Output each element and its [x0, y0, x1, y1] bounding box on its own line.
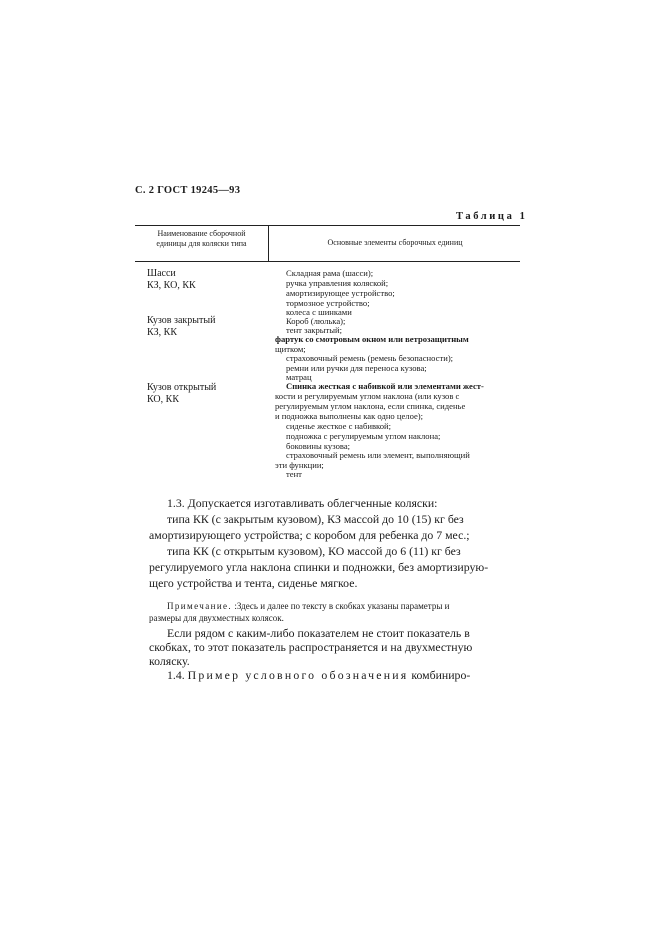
para-1-3-line: амортизирующего устройства; с коробом для ребенка до 7 мес.;: [149, 528, 470, 542]
table-line: регулируемым углом наклона, если спинка, сиденье: [275, 401, 466, 411]
para-if-line: Если рядом с каким-либо показателем не стоит показатель в: [167, 626, 470, 640]
para-1-4-num: 1.4.: [167, 668, 185, 682]
para-1-4-spaced: Пример условного обозначения: [187, 668, 409, 682]
table-line: колеса с шинками: [286, 307, 352, 317]
table-line: тент: [286, 469, 302, 479]
col1-header-line: Наименование сборочной: [157, 229, 246, 238]
table-col2-header: Основные элементы сборочных единиц: [327, 238, 463, 247]
para-1-3-line: регулируемого угла наклона спинки и подножки, без амортизирую-: [149, 560, 489, 574]
table-line: страховочный ремень (ремень безопасности);: [286, 353, 454, 363]
table-line: щитком;: [275, 344, 306, 354]
table-line: подножка с регулируемым углом наклона;: [286, 431, 441, 441]
group-label-closed-body: [147, 315, 215, 339]
note-line-1: [167, 601, 449, 612]
table-line: эти функции;: [275, 460, 324, 470]
page-header: С. 2 ГОСТ 19245—93: [135, 185, 241, 196]
table-line: и подножка выполнены как одно целое);: [275, 411, 424, 421]
table-line: Спинка жесткая с набивкой или элементами жест-: [286, 381, 484, 391]
table-line: Складная рама (шасси);: [286, 268, 374, 278]
table-line: амортизирующее устройство;: [286, 288, 395, 298]
table-line: страховочный ремень или элемент, выполняющий: [286, 450, 470, 460]
group-label-line: Шасси: [147, 268, 176, 279]
para-1-4-line-1: [167, 668, 470, 683]
note-line-2: размеры для двухместных колясок.: [149, 613, 284, 623]
group-label-line: Кузов открытый: [147, 382, 217, 393]
col1-header-line: единицы для коляски типа: [156, 239, 247, 248]
group-label-line: КЗ, КК: [147, 327, 178, 338]
table-line: Короб (люлька);: [286, 316, 346, 326]
table-col1-header: [137, 229, 266, 249]
group-label-chassis: [147, 268, 196, 292]
para-1-3-line: щего устройства и тента, сиденье мягкое.: [149, 576, 358, 590]
table-label: Таблица 1: [456, 211, 528, 222]
group-label-line: КО, КК: [147, 394, 179, 405]
group-label-line: КЗ, КО, КК: [147, 280, 196, 291]
table-top-rule: [135, 225, 520, 226]
para-1-4-tail: комбиниро-: [411, 668, 471, 682]
table-line: матрац: [286, 372, 312, 382]
table-line: кости и регулируемым углом наклона (или кузов с: [275, 391, 460, 401]
para-1-3-line: типа КК (с открытым кузовом), КО массой до 6 (11) кг без: [167, 544, 461, 558]
table-line: ручка управления коляской;: [286, 278, 389, 288]
note-label: Примечание.: [167, 601, 233, 611]
para-if-line: скобках, то этот показатель распространяется и на двухместную: [149, 640, 473, 654]
group-label-open-body: [147, 382, 216, 406]
table-line: сиденье жесткое с набивкой;: [286, 421, 392, 431]
group-label-line: Кузов закрытый: [147, 315, 216, 326]
table-line: боковины кузова;: [286, 441, 351, 451]
para-1-3-line: 1.3. Допускается изготавливать облегченные коляски:: [167, 496, 438, 510]
para-1-3-line: типа КК (с закрытым кузовом), КЗ массой до 10 (15) кг без: [167, 512, 464, 526]
table-header-rule: [135, 261, 520, 262]
table-column-divider: [268, 226, 269, 261]
table-line: тент закрытый;: [286, 325, 343, 335]
table-line: фартук со смотровым окном или ветрозащитным: [275, 334, 469, 344]
para-if-line: коляску.: [149, 654, 190, 668]
table-line: ремни или ручки для переноса кузова;: [286, 363, 427, 373]
note-text: :Здесь и далее по тексту в скобках указаны параметры и: [234, 601, 450, 611]
table-line: тормозное устройство;: [286, 298, 370, 308]
